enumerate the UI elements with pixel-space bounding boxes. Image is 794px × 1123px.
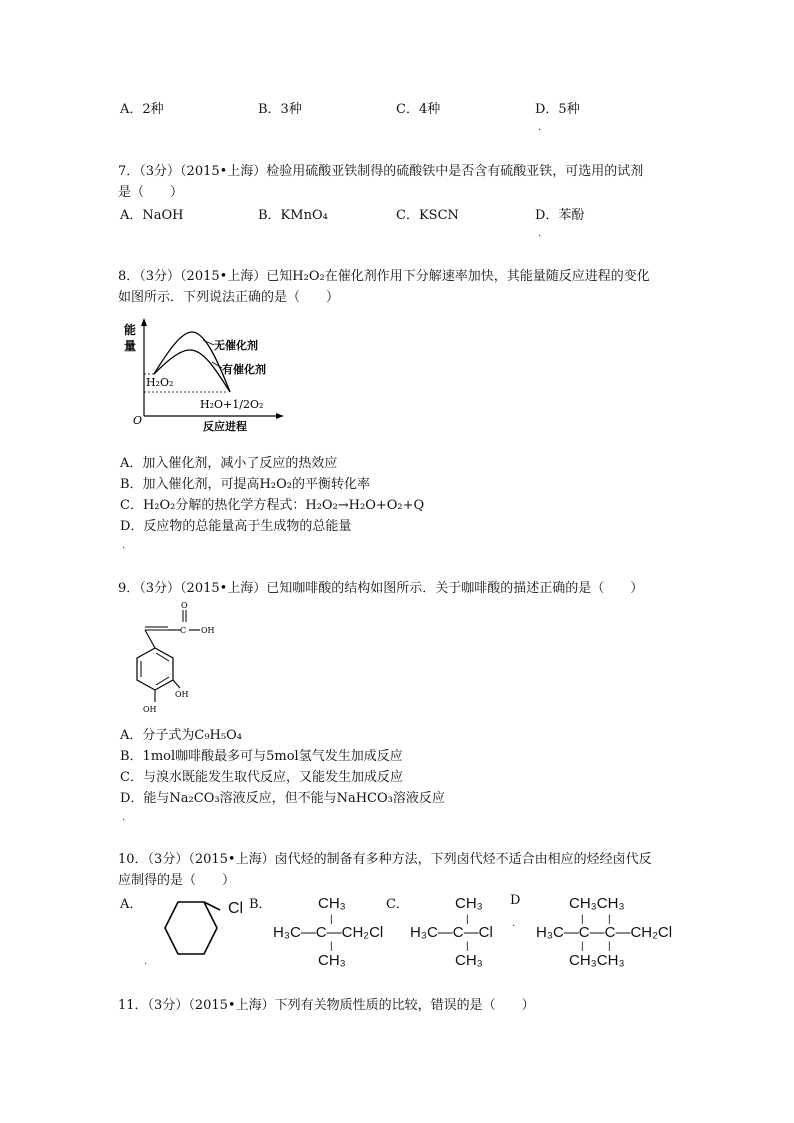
q8-option-b: B．加入催化剂，可提高H₂O₂的平衡转化率 (120, 477, 370, 492)
stray-dot: . (538, 122, 542, 133)
benzene-ring (137, 648, 173, 690)
q10-d-bond-down-1: | (581, 941, 584, 952)
label-product: H₂O+1/2O₂ (200, 398, 264, 411)
q10-d-bond-up-2: | (608, 914, 611, 925)
energy-diagram (118, 316, 288, 434)
q9-stem-line1: 9．（3分）（2015•上海）已知咖啡酸的结构如图所示．关于咖啡酸的描述正确的是（ ） (118, 581, 644, 596)
stray-dot: . (144, 956, 148, 967)
caffeic-acid-structure (118, 600, 228, 720)
q10-c-bot: CH₃ (455, 952, 483, 969)
q6-option-d: D．5种 (535, 102, 580, 117)
q10-letter-d: D (510, 893, 521, 908)
q10-b-mid: H₃C—C—CH₂Cl (273, 924, 384, 941)
q9-option-d: D．能与Na₂CO₃溶液反应，但不能与NaHCO₃溶液反应 (120, 791, 445, 806)
q8-option-a: A．加入催化剂，减小了反应的热效应 (120, 456, 338, 471)
x-label: 反应进程 (203, 420, 247, 433)
x-axis-arrow (276, 413, 284, 419)
stray-dot: . (538, 228, 542, 239)
cyclohexane-ring (165, 902, 217, 954)
q10-d-bot: CH₃CH₃ (569, 952, 625, 969)
q7-option-c: C．KSCN (396, 208, 459, 223)
label-carbonyl-c: C (180, 626, 187, 635)
q10-c-top: CH₃ (455, 895, 483, 912)
q8-option-d: D．反应物的总能量高于生成物的总能量 (120, 519, 352, 534)
label-ring-oh-1: OH (175, 690, 189, 699)
q8-option-c: C．H₂O₂分解的热化学方程式：H₂O₂→H₂O+O₂+Q (120, 498, 425, 513)
label-ring-oh-2: OH (143, 705, 157, 714)
stray-dot: . (122, 540, 126, 551)
label-acid-oh: OH (201, 626, 215, 635)
bond-ring-to-oh-1 (173, 680, 180, 688)
q9-option-a: A．分子式为C₉H₅O₄ (120, 728, 242, 743)
q7-option-a: A．NaOH (120, 208, 184, 223)
y-axis-arrow (141, 318, 147, 326)
q10-b-bond-up: | (330, 914, 333, 925)
q6-option-c: C．4种 (396, 102, 441, 117)
q7-stem-line2: 是（ ） (118, 185, 184, 200)
q10-b-bot: CH₃ (318, 952, 346, 969)
q10-stem-line1: 10．（3分）（2015•上海）卤代烃的制备有多种方法，下列卤代烃不适合由相应的烃经卤代反 (118, 852, 652, 867)
q7-stem-line1: 7．（3分）（2015•上海）检验用硫酸亚铁制得的硫酸铁中是否含有硫酸亚铁，可选用的试剂 (118, 164, 644, 179)
stray-dot: . (512, 918, 516, 929)
label-catalyst: 有催化剂 (222, 363, 266, 376)
q6-option-a: A．2种 (120, 102, 164, 117)
stray-dot: . (122, 812, 126, 823)
q10-d-bond-up-1: | (581, 914, 584, 925)
q10-letter-c: C． (386, 897, 409, 912)
y-label-1: 能 (124, 323, 137, 337)
q8-stem-line1: 8．（3分）（2015•上海）已知H₂O₂在催化剂作用下分解速率加快，其能量随反应进程的变化 (118, 269, 650, 284)
bond-ring-to-vinyl (145, 630, 155, 648)
label-reactant: H₂O₂ (146, 376, 174, 389)
q10-letter-a: A． (120, 897, 143, 912)
q10-letter-b: B． (249, 897, 272, 912)
label-no-catalyst: 无催化剂 (214, 339, 258, 352)
leader-no-catalyst (203, 340, 214, 345)
q6-option-b: B．3种 (258, 102, 302, 117)
q10-c-bond-up: | (466, 914, 469, 925)
q11-stem-line1: 11．（3分）（2015•上海）下列有关物质性质的比较，错误的是（ ） (118, 998, 535, 1013)
q9-option-b: B．1mol咖啡酸最多可与5mol氢气发生加成反应 (120, 749, 403, 764)
y-label-2: 量 (124, 339, 137, 353)
q10-a-cl: Cl (228, 900, 244, 917)
q9-option-c: C．与溴水既能发生取代反应，又能发生加成反应 (120, 770, 403, 785)
label-carbonyl-o: O (181, 601, 188, 610)
q10-b-top: CH₃ (318, 895, 346, 912)
q10-stem-line2: 应制得的是（ ） (118, 873, 236, 888)
q7-option-b: B．KMnO₄ (258, 208, 328, 223)
q10-d-bond-down-2: | (608, 941, 611, 952)
q7-option-d: D．苯酚 (535, 208, 585, 223)
q10-c-bond-down: | (466, 941, 469, 952)
q10-d-top: CH₃CH₃ (569, 895, 625, 912)
q10-c-mid: H₃C—C—Cl (410, 924, 493, 941)
q10-d-mid: H₃C—C—C—CH₂Cl (536, 924, 673, 941)
origin-label: O (133, 414, 143, 427)
q10-b-bond-down: | (330, 941, 333, 952)
q8-stem-line2: 如图所示．下列说法正确的是（ ） (118, 290, 340, 305)
